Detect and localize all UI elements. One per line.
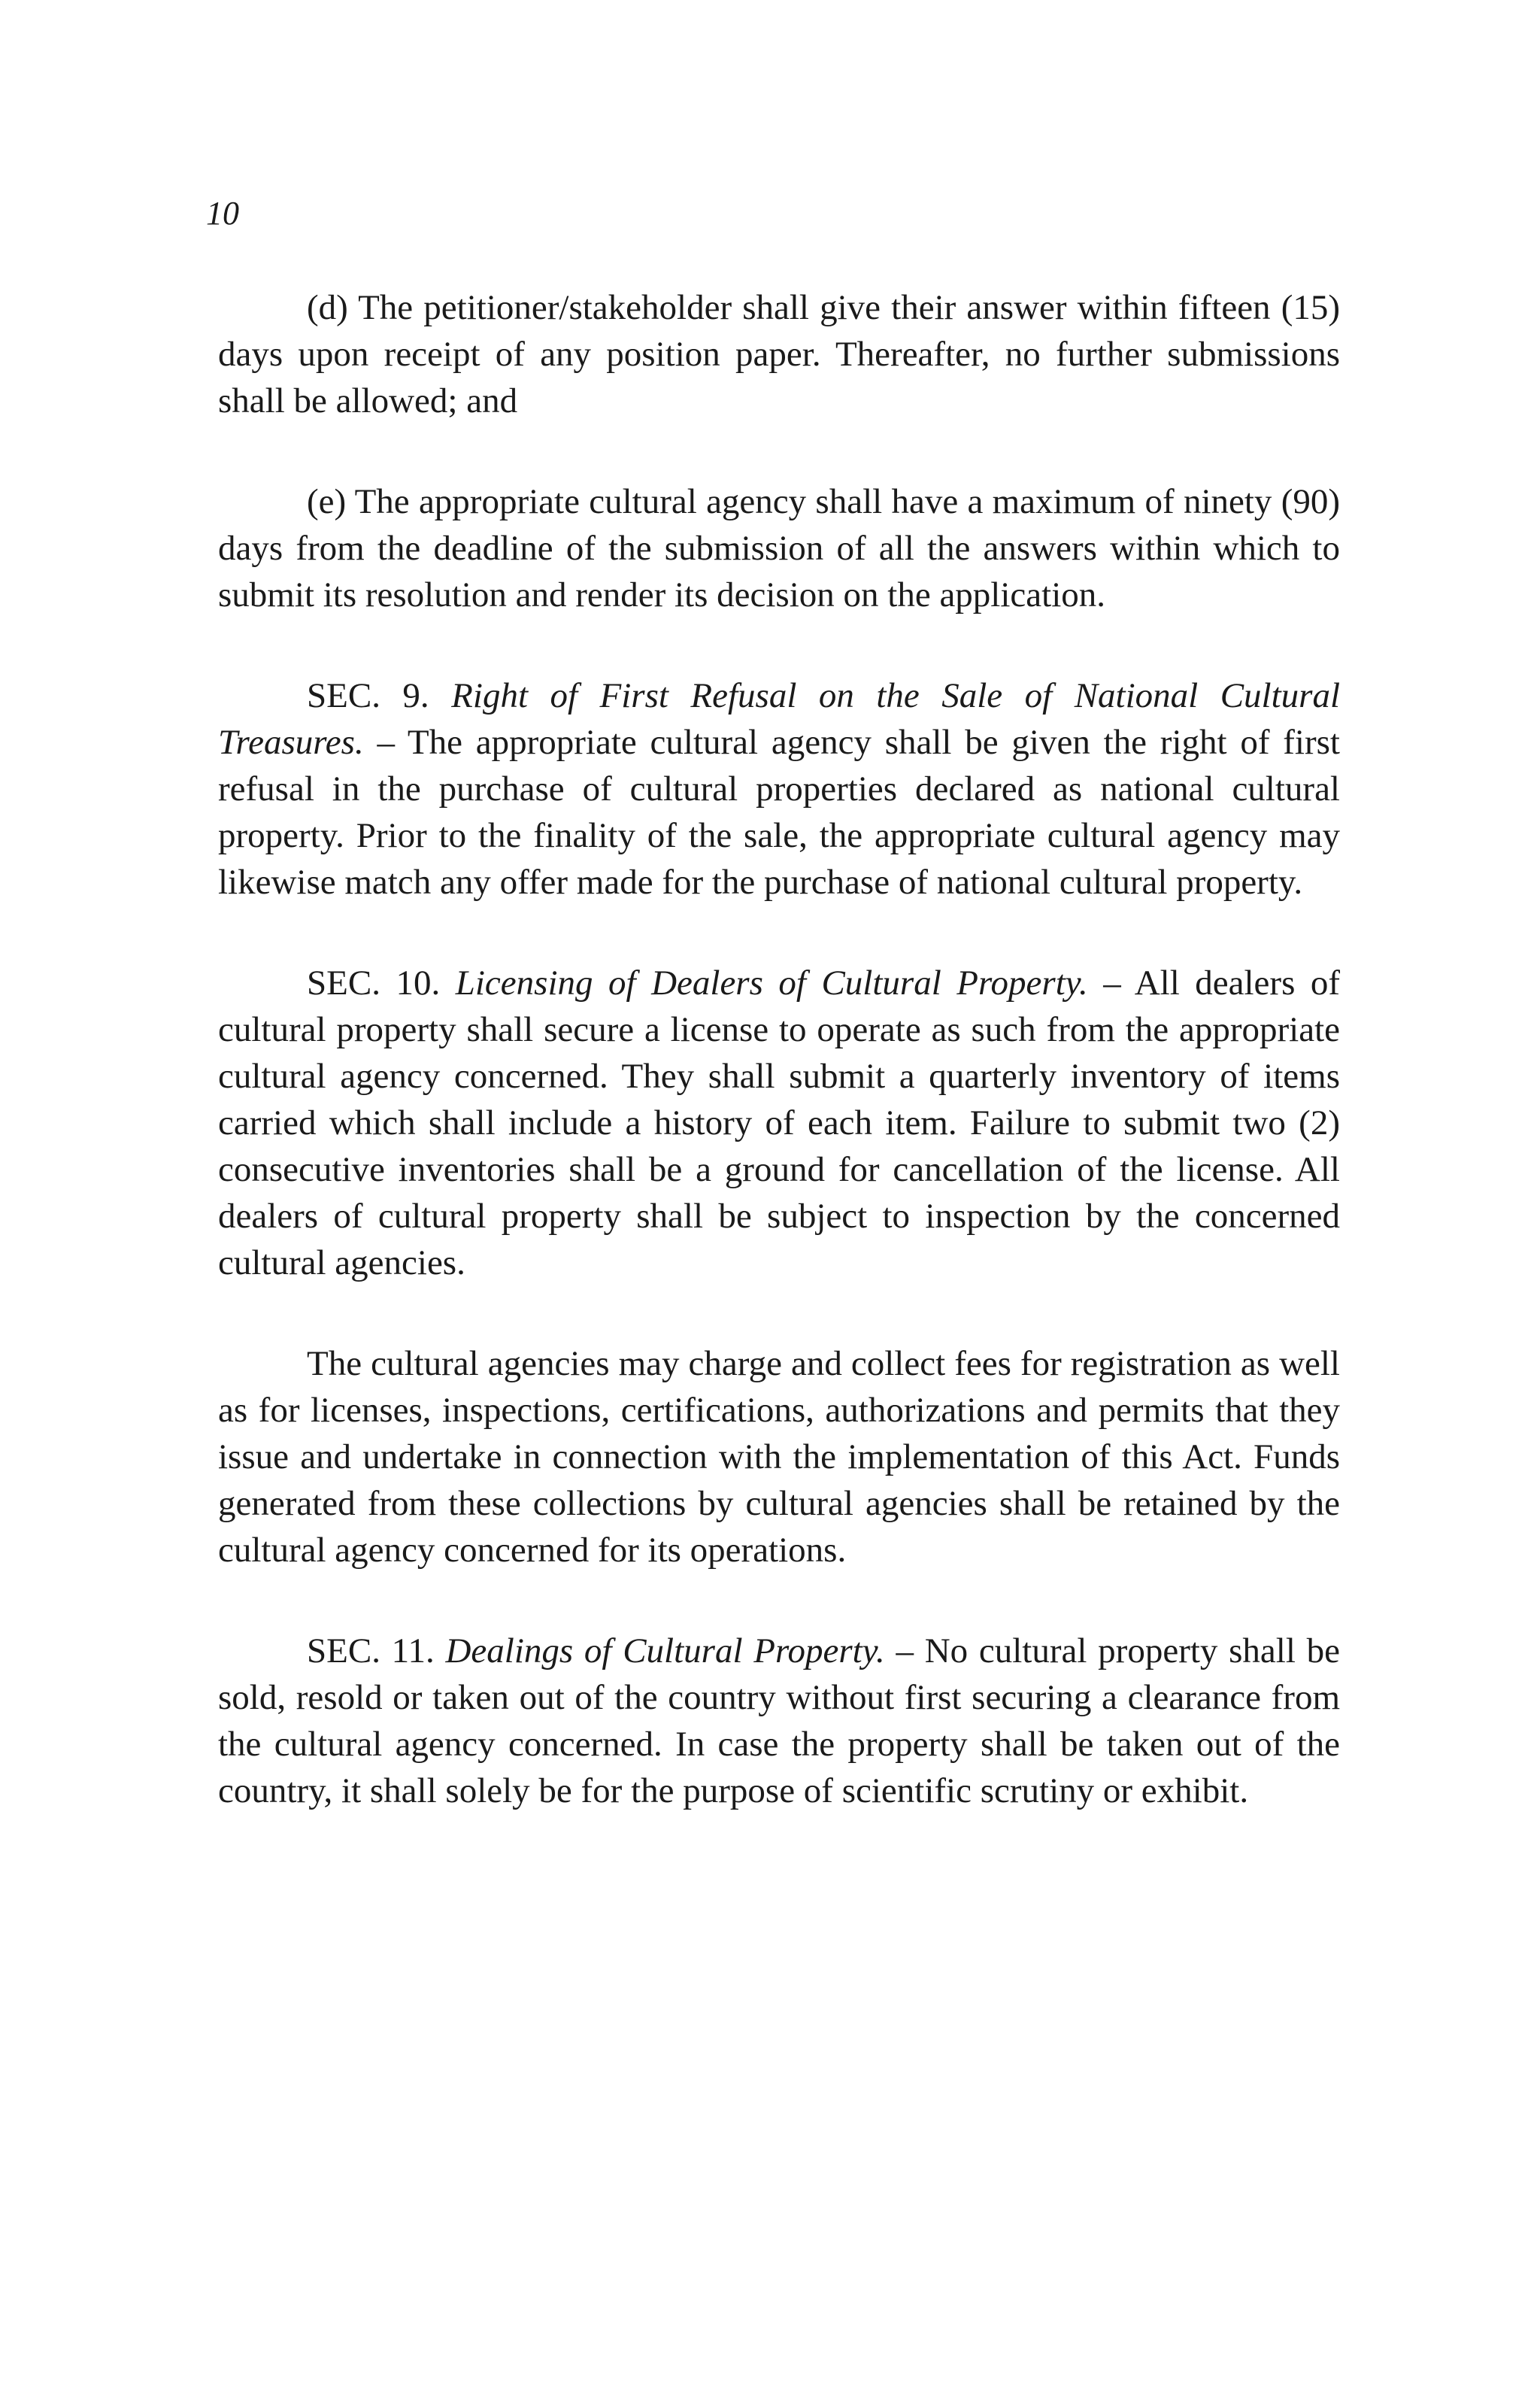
document-body xyxy=(218,284,1340,1814)
section-11-title: Dealings of Cultural Property. xyxy=(445,1631,885,1670)
section-11-label: SEC. 11. xyxy=(307,1631,435,1670)
paragraph-d: (d) The petitioner/stakeholder shall give their answer within fifteen (15) days upon receipt of any position paper. Thereafter, no further submissions shall be allowed; and xyxy=(218,288,1340,420)
section-10-body: – All dealers of cultural property shall secure a license to operate as such from the appropriate cultural agency concerned. They shall submit a quarterly inventory of items carried which shall include a history of each item. Failure to submit two (2) consecutive inventories shall be a ground for cancellation of the license. All dealers of cultural property shall be subject to inspection by the concerned cultural agencies. xyxy=(218,963,1341,1282)
section-11 xyxy=(218,1628,1340,1814)
section-10-label: SEC. 10. xyxy=(307,963,441,1003)
section-9-title: Right of First Refusal on the Sale of National Cultural Treasures. xyxy=(218,676,1341,762)
paragraph-e: (e) The appropriate cultural agency shall have a maximum of ninety (90) days from the deadline of the submission of all the answers within which to submit its resolution and render its decision on the application. xyxy=(218,482,1340,614)
page-number: 10 xyxy=(206,195,239,232)
section-10 xyxy=(218,960,1340,1286)
section-10-title: Licensing of Dealers of Cultural Property. xyxy=(455,963,1088,1003)
section-9-label: SEC. 9. xyxy=(307,676,429,715)
section-11-body: – No cultural property shall be sold, resold or taken out of the country without first securing a clearance from the cultural agency concerned. In case the property shall be taken out of the country, it shall solely be for the purpose of scientific scrutiny or exhibit. xyxy=(218,1631,1341,1810)
paragraph-fees: The cultural agencies may charge and collect fees for registration as well as for licenses, inspections, certifications, authorizations and permits that they issue and undertake in connection with the implementation of this Act. Funds generated from these collections by cultural agencies shall be retained by the cultural agency concerned for its operations. xyxy=(218,1344,1340,1570)
section-9-body: – The appropriate cultural agency shall be given the right of first refusal in the purchase of cultural properties declared as national cultural property. Prior to the finality of the sale, the appropriate cultural agency may likewise match any offer made for the purchase of national cultural property. xyxy=(218,723,1340,902)
section-9 xyxy=(218,672,1340,906)
